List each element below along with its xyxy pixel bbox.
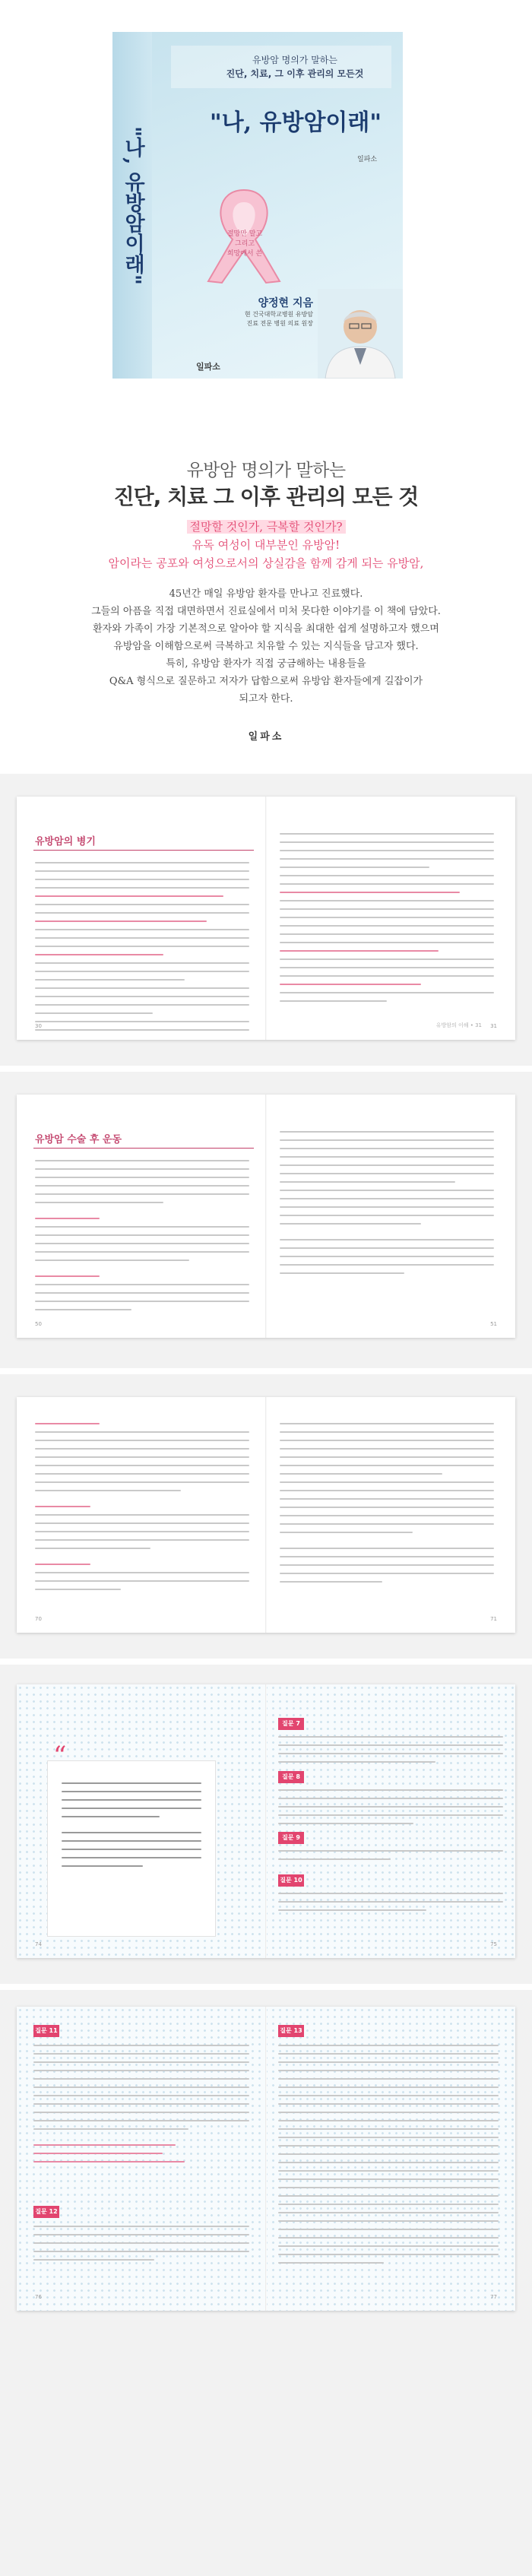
book-spread-2	[17, 1095, 515, 1338]
cover-publisher-small: 일파소	[357, 156, 378, 163]
page-number-left: 70	[35, 1616, 42, 1622]
page-number-left: 74	[35, 1941, 42, 1947]
section-rule	[33, 1148, 254, 1149]
question-tag: 질문 13	[278, 2025, 304, 2037]
answer-text	[278, 2045, 499, 2270]
page-number-right: 75	[490, 1941, 497, 1947]
intro-line: 그들의 아픔을 직접 대면하면서 진료실에서 미처 못다한 이야기를 이 책에 담았다.	[91, 606, 441, 617]
page-fold	[265, 1684, 267, 1958]
body-text-right	[280, 1131, 494, 1281]
page-fold	[265, 797, 267, 1040]
question-tag: 질문 8	[278, 1771, 304, 1783]
intro-line: 특히, 유방암 환자가 직접 궁금해하는 내용들을	[166, 658, 366, 670]
section-title: 유방암의 병기	[35, 836, 96, 848]
author-credit-1: 현 건국대학교병원 유방암	[244, 311, 313, 318]
intro-line: 환자와 가족이 가장 기본적으로 알아야 할 지식을 최대한 쉽게 설명하고자 했으며	[93, 623, 439, 635]
question-tag: 질문 11	[33, 2025, 59, 2037]
highlight-line-2: 유독 여성이 대부분인 유방암!	[192, 538, 340, 552]
page-number-right: 51	[490, 1321, 497, 1327]
running-head: 유방암의 이해 • 31	[435, 1022, 482, 1028]
cover-subtitle-1: 유방암 명의가 말하는	[252, 55, 337, 65]
book-spread-3	[17, 1397, 515, 1633]
ribbon-tag-2: 그리고	[234, 240, 255, 248]
section-rule	[33, 850, 254, 851]
answer-text	[33, 2226, 249, 2267]
book-spine	[112, 32, 152, 379]
page-number-left: 50	[35, 1321, 42, 1327]
author-name: 양정현 지음	[258, 297, 313, 309]
highlight-line-1: 절망할 것인가, 극복할 것인가?	[0, 518, 532, 534]
question-tag: 질문 10	[278, 1874, 304, 1887]
page-fold	[265, 2007, 267, 2311]
page-fold	[265, 1095, 267, 1338]
intro-line: 45년간 매일 유방암 환자를 만나고 진료했다.	[169, 588, 363, 600]
book-hero	[0, 0, 532, 772]
ribbon-tag-3: 희망에서 쓴	[226, 250, 263, 258]
author-portrait-icon	[318, 289, 403, 379]
ribbon-tag-1: 절망만 말고	[226, 230, 263, 238]
body-text-left	[35, 1423, 249, 1597]
quote-mark-icon: “	[53, 1741, 67, 1771]
body-text-right	[280, 833, 494, 1009]
page-fold	[265, 1397, 267, 1633]
book-spread-4	[17, 1684, 515, 1958]
page-number-right: 71	[490, 1616, 497, 1622]
body-text-left	[35, 1160, 249, 1317]
highlight-line-3: 암이라는 공포와 여성으로서의 상실감을 함께 감게 되는 유방암,	[108, 556, 424, 570]
body-text-right	[280, 1423, 494, 1589]
cover-subtitle-2: 진단, 치료, 그 이후 관리의 모든것	[226, 68, 364, 79]
cover-title: "나, 유방암이래"	[209, 109, 382, 136]
page-number-left: 30	[35, 1023, 42, 1029]
hero-heading-2: 진단, 치료 그 이후 관리의 모든 것	[113, 484, 419, 509]
answer-text	[278, 1850, 503, 1867]
intro-line: 되고자 한다.	[239, 693, 293, 705]
answer-text	[278, 1736, 503, 1770]
answer-text	[33, 2045, 249, 2169]
book-spread-1	[17, 797, 515, 1040]
page-number-right: 77	[490, 2294, 497, 2300]
book-spread-5	[17, 2007, 515, 2311]
question-tag: 질문 9	[278, 1832, 304, 1844]
question-tag: 질문 12	[33, 2206, 59, 2218]
quote-box	[47, 1760, 216, 1937]
intro-line: 유방암을 이해함으로써 극복하고 치유할 수 있는 지식들을 담고자 했다.	[113, 641, 419, 652]
intro-line: Q&A 형식으로 질문하고 저자가 답함으로써 유방암 환자들에게 길잡이가	[109, 676, 423, 687]
page-number-left: 76	[35, 2294, 42, 2300]
section-title: 유방암 수술 후 운동	[35, 1134, 122, 1145]
answer-text	[278, 1893, 503, 1918]
author-credit-2: 진료 전문 병원 의료 원장	[246, 320, 313, 327]
hero-publisher: 일파소	[248, 731, 284, 743]
page-number-right: 31	[490, 1023, 497, 1029]
body-text-left	[35, 862, 249, 1038]
cover-publisher: 일파소	[196, 362, 220, 372]
hero-heading-1: 유방암 명의가 말하는	[186, 461, 346, 480]
question-tag: 질문 7	[278, 1718, 304, 1730]
spine-title: "나, 유방암이래"	[121, 125, 144, 285]
answer-text	[278, 1789, 503, 1831]
